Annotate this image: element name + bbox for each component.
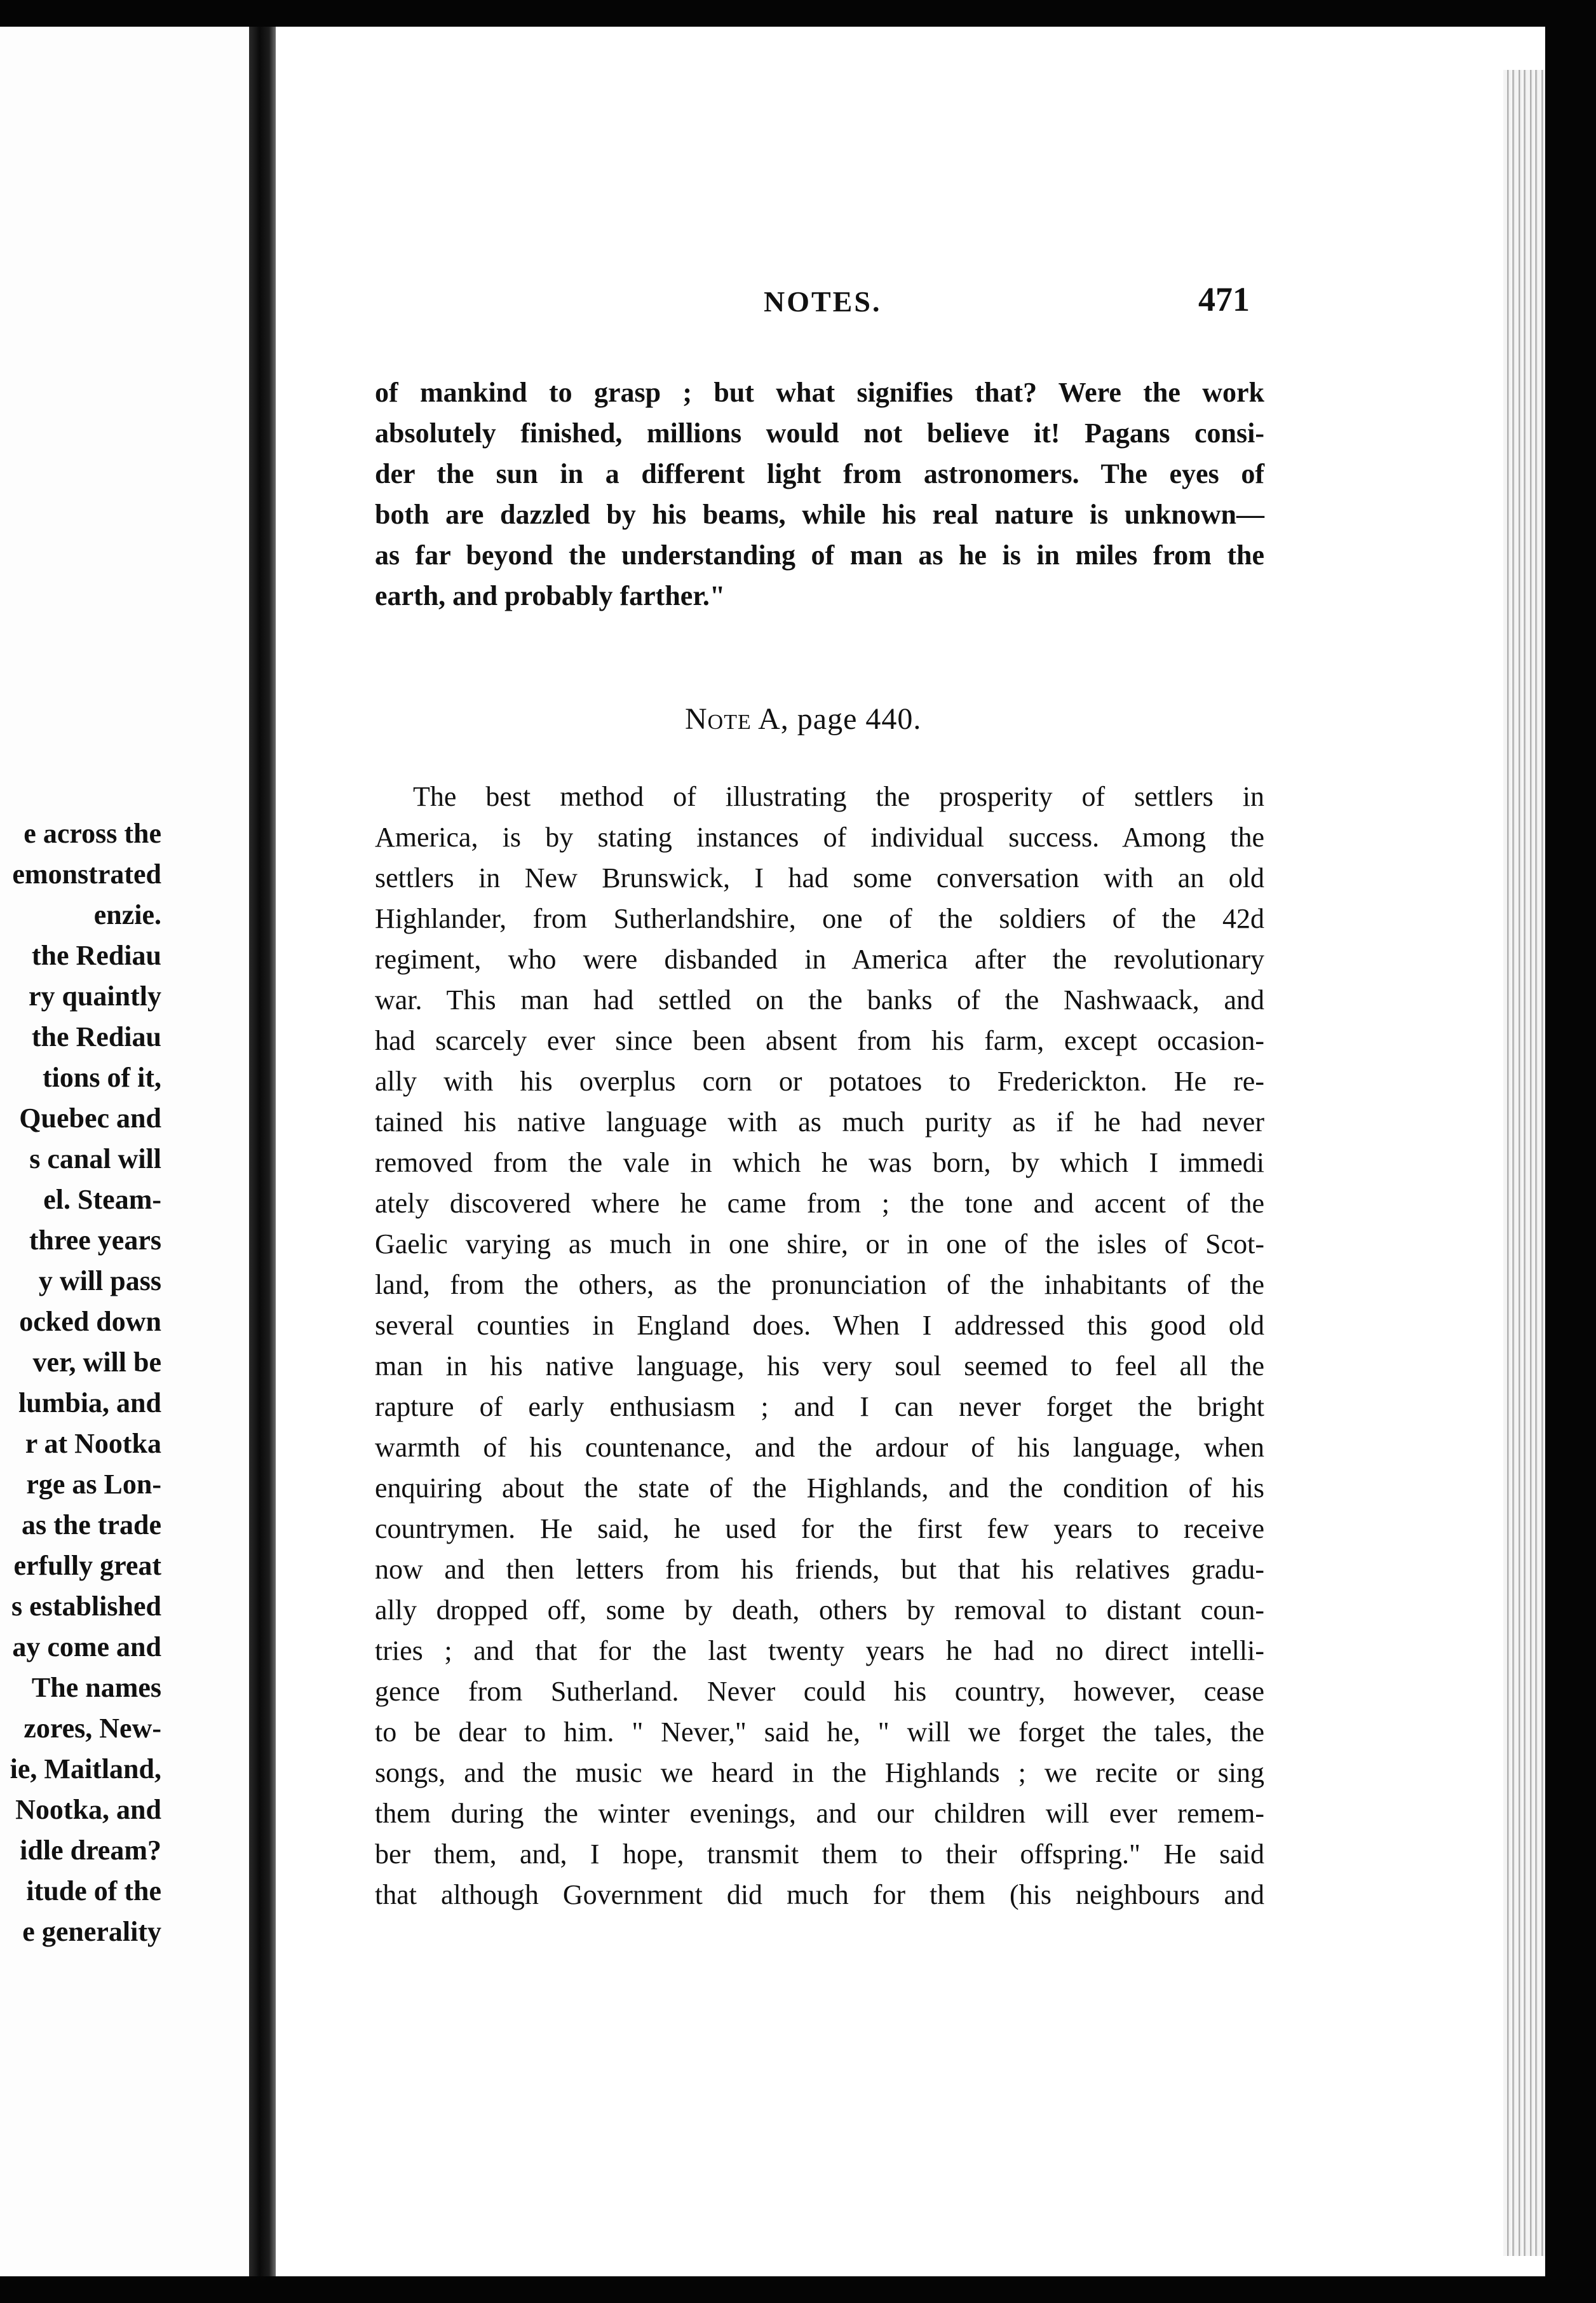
left-page-line: y will pass xyxy=(38,1265,161,1296)
note-line: gence from Sutherland. Never could his country, however, cease xyxy=(375,1676,1264,1707)
note-line: Highlander, from Sutherlandshire, one of the soldiers of the 42d xyxy=(375,903,1264,934)
left-page-line: e across the xyxy=(24,818,161,849)
left-page-line: emonstrated xyxy=(12,859,161,890)
left-page-line: idle dream? xyxy=(20,1835,161,1866)
note-heading-reference: A, page 440. xyxy=(751,702,922,736)
left-page-line: el. Steam- xyxy=(43,1184,161,1215)
note-line: several counties in England does. When I addressed this good old xyxy=(375,1310,1264,1341)
note-line: removed from the vale in which he was born, by which I immedi xyxy=(375,1147,1264,1178)
left-page-line: lumbia, and xyxy=(18,1387,161,1418)
page-edges xyxy=(1503,70,1545,2256)
note-line: tained his native language with as much purity as if he had never xyxy=(375,1106,1264,1138)
left-page-line: zores, New- xyxy=(24,1713,161,1744)
note-line: ally dropped off, some by death, others by removal to distant coun- xyxy=(375,1594,1264,1626)
left-page-line: three years xyxy=(29,1225,161,1256)
note-line: them during the winter evenings, and our children will ever remem- xyxy=(375,1798,1264,1829)
left-page-line: s established xyxy=(11,1591,161,1622)
quote-line: of mankind to grasp ; but what signifies that? Were the work xyxy=(375,377,1264,408)
note-heading xyxy=(685,702,921,737)
left-page-line: itude of the xyxy=(26,1875,161,1906)
note-line: America, is by stating instances of individual success. Among the xyxy=(375,822,1264,853)
left-page-line: the Rediau xyxy=(31,940,161,971)
note-paragraph xyxy=(375,777,1264,1915)
running-title: NOTES. xyxy=(764,285,882,318)
note-line: ber them, and, I hope, transmit them to their offspring." He said xyxy=(375,1838,1264,1870)
scan-border-right xyxy=(1545,0,1596,2303)
scan-border-top xyxy=(0,0,1596,27)
note-line: ally with his overplus corn or potatoes to Frederickton. He re- xyxy=(375,1066,1264,1097)
note-line: settlers in New Brunswick, I had some conversation with an old xyxy=(375,862,1264,893)
left-page-line: rge as Lon- xyxy=(26,1469,161,1500)
note-line: ately discovered where he came from ; the tone and accent of the xyxy=(375,1188,1264,1219)
left-page-line: ie, Maitland, xyxy=(10,1753,161,1784)
left-page-line: erfully great xyxy=(13,1550,161,1581)
note-line: land, from the others, as the pronunciation of the inhabitants of the xyxy=(375,1269,1264,1300)
left-page xyxy=(0,27,249,2276)
quote-line: absolutely finished, millions would not believe it! Pagans consi- xyxy=(375,418,1264,449)
note-line: warmth of his countenance, and the ardour of his language, when xyxy=(375,1432,1264,1463)
quote-line: as far beyond the understanding of man as he is in miles from the xyxy=(375,540,1264,571)
quote-line: earth, and probably farther." xyxy=(375,580,726,611)
left-page-line: as the trade xyxy=(22,1509,161,1540)
left-page-line: ry quaintly xyxy=(28,981,161,1012)
left-page-line: ocked down xyxy=(19,1306,161,1337)
left-page-line: r at Nootka xyxy=(25,1428,161,1459)
note-heading-label: Note xyxy=(685,702,752,736)
note-line: tries ; and that for the last twenty years he had no direct intelli- xyxy=(375,1635,1264,1666)
note-line: war. This man had settled on the banks of the Nashwaack, and xyxy=(375,984,1264,1016)
left-page-line: The names xyxy=(31,1672,161,1703)
note-line: rapture of early enthusiasm ; and I can never forget the bright xyxy=(375,1391,1264,1422)
note-line: regiment, who were disbanded in America after the revolutionary xyxy=(375,944,1264,975)
quote-line: der the sun in a different light from astronomers. The eyes of xyxy=(375,458,1264,489)
left-page-text-fragment xyxy=(0,813,161,1952)
note-line: now and then letters from his friends, but that his relatives gradu- xyxy=(375,1554,1264,1585)
scan-border-bottom xyxy=(0,2276,1596,2303)
left-page-line: Nootka, and xyxy=(15,1794,161,1825)
left-page-line: ay come and xyxy=(12,1631,161,1662)
page-number: 471 xyxy=(1198,280,1250,318)
left-page-line: e generality xyxy=(22,1916,161,1947)
left-page-line: Quebec and xyxy=(19,1103,161,1134)
note-line: countrymen. He said, he used for the first few years to receive xyxy=(375,1513,1264,1544)
note-line: had scarcely ever since been absent from his farm, except occasion- xyxy=(375,1025,1264,1056)
left-page-line: the Rediau xyxy=(31,1021,161,1052)
quote-paragraph xyxy=(375,372,1264,616)
quote-line: both are dazzled by his beams, while his real nature is unknown— xyxy=(375,499,1264,530)
note-line: man in his native language, his very soul seemed to feel all the xyxy=(375,1350,1264,1382)
note-line: The best method of illustrating the prosperity of settlers in xyxy=(413,781,1264,812)
note-line: that although Government did much for them (his neighbours and xyxy=(375,1879,1264,1910)
left-page-line: enzie. xyxy=(93,899,161,930)
note-line: Gaelic varying as much in one shire, or in one of the isles of Scot- xyxy=(375,1228,1264,1260)
left-page-line: tions of it, xyxy=(43,1062,161,1093)
note-line: enquiring about the state of the Highlands, and the condition of his xyxy=(375,1472,1264,1504)
note-line: to be dear to him. " Never," said he, " will we forget the tales, the xyxy=(375,1716,1264,1748)
left-page-line: s canal will xyxy=(29,1143,161,1174)
left-page-line: ver, will be xyxy=(32,1347,161,1378)
note-line: songs, and the music we heard in the Highlands ; we recite or sing xyxy=(375,1757,1264,1788)
book-gutter xyxy=(249,27,276,2276)
